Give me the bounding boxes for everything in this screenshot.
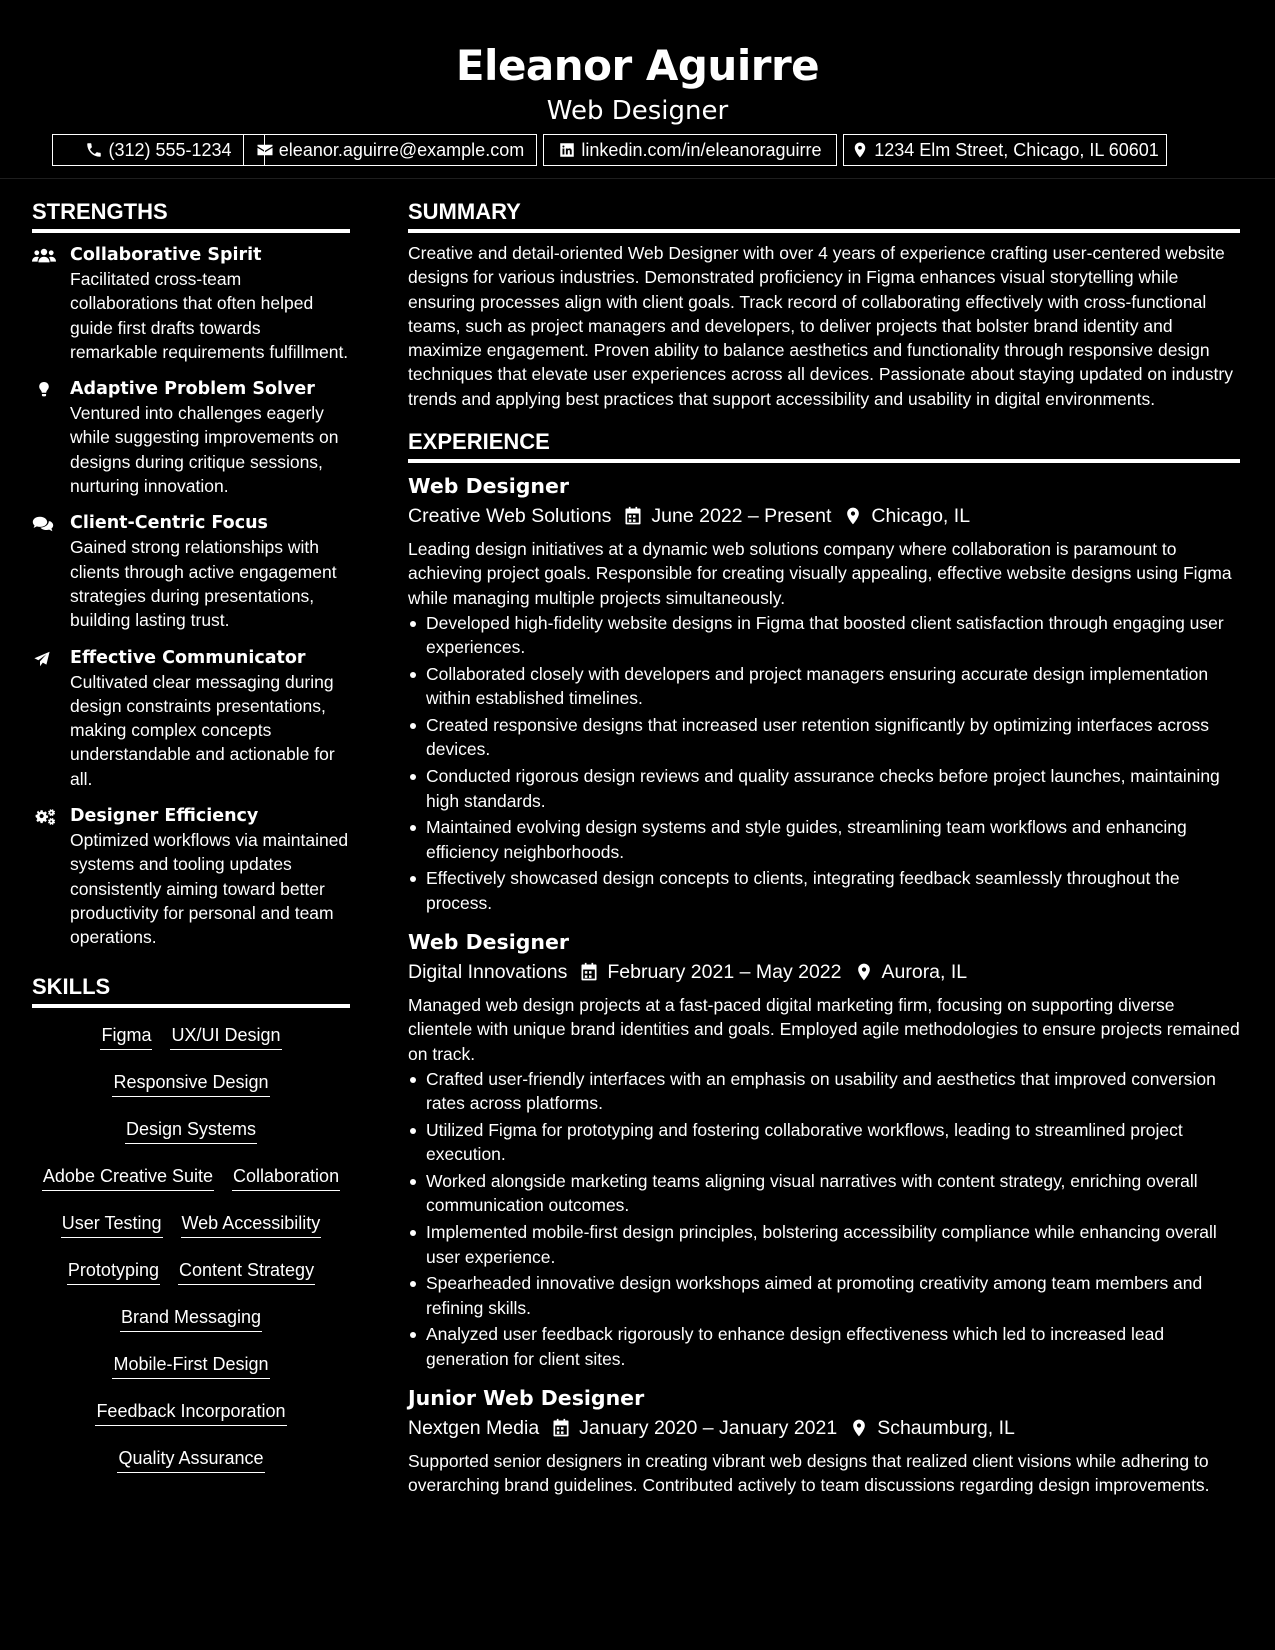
- map-pin-icon: [849, 1418, 869, 1438]
- job-location: Aurora, IL: [881, 961, 968, 984]
- job-location: Schaumburg, IL: [877, 1416, 1015, 1439]
- job-bullet: Analyzed user feedback rigorously to enhance design effectiveness which led to increased lead generation for client sites.: [408, 1322, 1240, 1371]
- job-company: Digital Innovations: [408, 961, 568, 984]
- job-entry: [408, 471, 1240, 915]
- skill-tag: Collaboration: [232, 1163, 340, 1191]
- skill-tag: Mobile-First Design: [112, 1351, 269, 1379]
- job-title: Junior Web Designer: [408, 1385, 645, 1410]
- strength-item: [32, 511, 350, 632]
- strength-title: Designer Efficiency: [70, 806, 259, 827]
- skills-list: [32, 1018, 350, 1492]
- job-location: Chicago, IL: [871, 505, 971, 528]
- job-bullet: Effectively showcased design concepts to clients, integrating feedback seamlessly throughout the process.: [408, 866, 1240, 915]
- contact-phone[interactable]: [52, 134, 265, 166]
- job-bullet: Developed high-fidelity website designs in Figma that boosted client satisfaction through engaging user experiences.: [408, 611, 1240, 660]
- skill-tag: Feedback Incorporation: [95, 1398, 286, 1426]
- skill-tag: Design Systems: [125, 1116, 257, 1144]
- strength-item: [32, 804, 350, 949]
- skill-tag: Content Strategy: [178, 1257, 315, 1285]
- skill-tag: Adobe Creative Suite: [42, 1163, 214, 1191]
- envelope-icon: [256, 141, 274, 159]
- job-entry: [408, 1383, 1240, 1498]
- skill-tag: Responsive Design: [112, 1069, 269, 1097]
- strength-desc: Cultivated clear messaging during design constraints presentations, making complex concepts understandable and actionable for all.: [70, 671, 335, 789]
- job-bullet: Worked alongside marketing teams aligning visual narratives with content strategy, enriching overall communication outcomes.: [408, 1169, 1240, 1218]
- skill-tag: Brand Messaging: [120, 1304, 262, 1332]
- calendar-icon: [579, 962, 599, 982]
- users-icon: [32, 247, 56, 265]
- strengths-heading: STRENGTHS: [32, 195, 350, 233]
- job-bullet: Utilized Figma for prototyping and fostering collaborative workflows, leading to streamlined project execution.: [408, 1118, 1240, 1167]
- strength-item: [32, 243, 350, 364]
- job-bullets: [408, 1067, 1240, 1371]
- job-bullet: Conducted rigorous design reviews and quality assurance checks before project launches, maintaining high standards.: [408, 764, 1240, 813]
- job-description: Leading design initiatives at a dynamic web solutions company where collaboration is paramount to achieving project goals. Responsible for creating visually appealing, effective website designs using Figma while managing multiple projects simultaneously.: [408, 539, 1232, 608]
- job-bullet: Crafted user-friendly interfaces with an emphasis on usability and aesthetics that improved conversion rates across platforms.: [408, 1067, 1240, 1116]
- skills-heading: SKILLS: [32, 970, 350, 1008]
- job-dates: June 2022 – Present: [651, 505, 832, 528]
- job-bullet: Collaborated closely with developers and project managers ensuring accurate design implementation within established timelines.: [408, 662, 1240, 711]
- strength-desc: Facilitated cross-team collaborations that often helped guide first drafts towards remarkable requirements fulfillment.: [70, 269, 349, 362]
- right-column: [408, 195, 1240, 1510]
- job-bullet: Spearheaded innovative design workshops aimed at promoting creativity among team members and refining skills.: [408, 1271, 1240, 1320]
- candidate-name: Eleanor Aguirre: [455, 41, 820, 90]
- strength-desc: Ventured into challenges eagerly while suggesting improvements on designs during critique sessions, nurturing innovation.: [70, 403, 339, 497]
- job-bullet: Created responsive designs that increased user retention significantly by optimizing interfaces across devices.: [408, 713, 1240, 762]
- strength-title: Collaborative Spirit: [70, 245, 262, 265]
- strength-desc: Gained strong relationships with clients through active engagement strategies during presentations, building lasting trust.: [70, 537, 337, 631]
- phone-icon: [85, 141, 103, 159]
- cogs-icon: [32, 808, 56, 826]
- strength-title: Effective Communicator: [70, 647, 306, 668]
- job-meta: [408, 501, 1240, 531]
- candidate-title: Web Designer: [546, 96, 729, 126]
- strength-item: [32, 377, 350, 498]
- skill-tag: Prototyping: [67, 1257, 160, 1285]
- linkedin-text: linkedin.com/in/eleanoraguirre: [581, 139, 822, 160]
- email-text: eleanor.aguirre@example.com: [278, 139, 525, 160]
- left-column: [32, 195, 350, 1492]
- skill-tag: Quality Assurance: [117, 1445, 264, 1473]
- job-entry: [408, 927, 1240, 1371]
- map-pin-icon: [843, 506, 863, 526]
- phone-text: (312) 555-1234: [108, 139, 232, 160]
- job-title: Web Designer: [408, 930, 570, 955]
- job-company: Nextgen Media: [408, 1416, 540, 1439]
- contact-email[interactable]: [243, 134, 537, 166]
- map-pin-icon: [854, 962, 874, 982]
- strength-title: Adaptive Problem Solver: [70, 379, 315, 400]
- contact-linkedin[interactable]: [543, 134, 837, 166]
- skill-tag: Web Accessibility: [181, 1210, 322, 1238]
- map-pin-icon: [851, 141, 869, 159]
- job-meta: [408, 957, 1240, 987]
- job-dates: January 2020 – January 2021: [579, 1416, 838, 1439]
- job-bullets: [408, 611, 1240, 915]
- strength-item: [32, 646, 350, 791]
- strength-title: Client-Centric Focus: [70, 513, 268, 534]
- lightbulb-icon: [32, 381, 56, 399]
- summary-text: Creative and detail-oriented Web Designer with over 4 years of experience crafting user-centered website designs for various industries. Demonstrated proficiency in Figma enhances visual storytelling while ensuring processes align with client goals. Track record of collaborating effectively with cross-functional teams, such as project managers and developers, to deliver projects that bolster brand identity and maximize engagement. Proven ability to balance aesthetics and functionality through responsive design techniques that elevate user experiences across all devices. Passionate about staying updated on industry trends and applying best practices that support accessibility and usability in digital environments.: [408, 243, 1233, 409]
- experience-heading: EXPERIENCE: [408, 425, 1240, 463]
- job-description: Managed web design projects at a fast-paced digital marketing firm, focusing on supporting diverse clientele with unique brand identities and goals. Employed agile methodologies to ensure projects remained on track.: [408, 995, 1240, 1064]
- job-bullet: Implemented mobile-first design principles, bolstering accessibility compliance while enhancing overall user experience.: [408, 1220, 1240, 1269]
- job-title: Web Designer: [408, 474, 570, 499]
- summary-heading: SUMMARY: [408, 195, 1240, 233]
- skill-tag: UX/UI Design: [170, 1022, 281, 1050]
- job-company: Creative Web Solutions: [408, 505, 612, 528]
- job-dates: February 2021 – May 2022: [607, 961, 842, 984]
- job-description: Supported senior designers in creating vibrant web designs that realized client visions while adhering to overarching brand guidelines. Contributed actively to team discussions regarding design improvements.: [408, 1450, 1210, 1496]
- linkedin-icon: [558, 141, 576, 159]
- comments-icon: [32, 515, 56, 533]
- address-text: 1234 Elm Street, Chicago, IL 60601: [874, 139, 1159, 160]
- job-bullet: Maintained evolving design systems and style guides, streamlining team workflows and enhancing efficiency neighborhoods.: [408, 815, 1240, 864]
- skill-tag: Figma: [100, 1022, 152, 1050]
- strength-desc: Optimized workflows via maintained systems and tooling updates consistently aiming toward better productivity for personal and team operations.: [70, 830, 349, 948]
- contact-address: [843, 134, 1167, 166]
- resume-header: [0, 0, 1275, 179]
- calendar-icon: [623, 506, 643, 526]
- paper-plane-icon: [32, 650, 56, 668]
- skill-tag: User Testing: [61, 1210, 163, 1238]
- calendar-icon: [551, 1418, 571, 1438]
- job-meta: [408, 1413, 1240, 1443]
